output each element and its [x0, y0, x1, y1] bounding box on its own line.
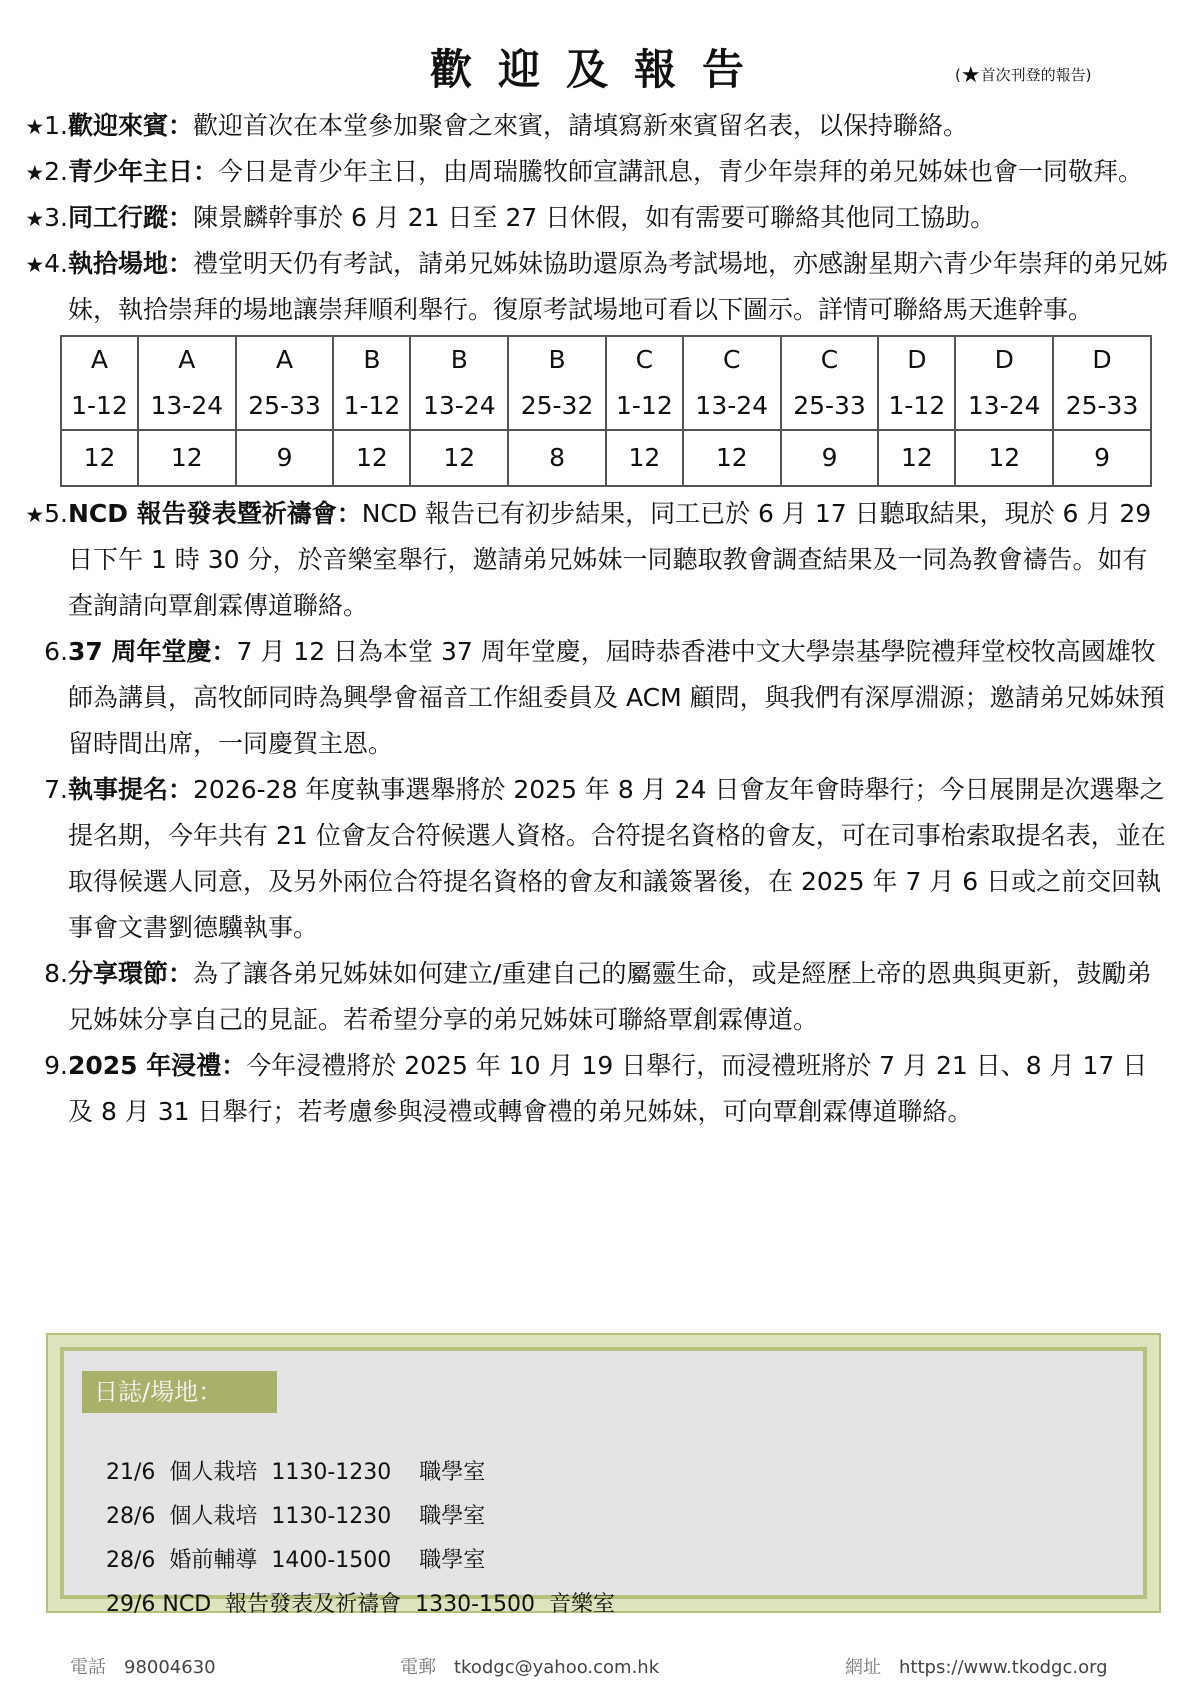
item-number-text: 2.	[44, 157, 68, 186]
seat-range: 1-12	[343, 391, 401, 420]
seat-table-header-cell	[683, 336, 781, 430]
seat-table-header-cell	[1053, 336, 1151, 430]
item-number	[14, 1043, 68, 1090]
item-text: 陳景麟幹事於 6 月 21 日至 27 日休假，如有需要可聯絡其他同工協助。	[193, 203, 996, 232]
footer	[0, 1653, 1200, 1683]
seat-table-header-cell	[138, 336, 236, 430]
item-heading: NCD 報告發表暨祈禱會：	[68, 499, 362, 528]
item-heading: 執事提名：	[68, 775, 194, 804]
announcement-item	[0, 629, 1200, 767]
seat-range: 25-33	[793, 391, 866, 420]
item-number-text: 6.	[44, 637, 68, 666]
seat-section: B	[548, 345, 566, 374]
seat-table-header-cell	[781, 336, 879, 430]
item-text: 歡迎首次在本堂參加聚會之來賓，請填寫新來賓留名表，以保持聯絡。	[193, 111, 969, 140]
item-number-text: 4.	[44, 249, 68, 278]
announcement-item	[0, 951, 1200, 1043]
item-heading: 分享環節：	[68, 959, 194, 988]
website-link[interactable]: https://www.tkodgc.org	[899, 1657, 1108, 1678]
seat-section: C	[820, 345, 839, 374]
seat-section: D	[1092, 345, 1112, 374]
schedule-list	[106, 1451, 615, 1627]
seat-table-header-cell	[61, 336, 138, 430]
star-icon: ★	[25, 253, 45, 277]
email-label: 電郵	[400, 1657, 436, 1678]
star-icon: ★	[25, 503, 45, 527]
item-heading: 歡迎來賓：	[68, 111, 194, 140]
footer-email	[400, 1653, 659, 1679]
announcement-item	[0, 241, 1200, 487]
star-icon: ★	[25, 207, 45, 231]
item-number-text: 8.	[44, 959, 68, 988]
seat-table-header-cell	[410, 336, 508, 430]
item-heading: 同工行蹤：	[68, 203, 194, 232]
seat-table	[60, 335, 1152, 487]
seat-count: 9	[781, 430, 879, 486]
seat-range: 25-33	[248, 391, 321, 420]
item-number	[14, 767, 68, 814]
item-number-text: 7.	[44, 775, 68, 804]
item-number	[14, 241, 68, 288]
seat-section: A	[178, 345, 196, 374]
seat-count: 12	[955, 430, 1053, 486]
item-number-text: 1.	[44, 111, 68, 140]
seat-count: 12	[333, 430, 410, 486]
item-number-text: 5.	[44, 499, 68, 528]
schedule-label: 日誌/場地：	[82, 1371, 277, 1413]
footer-website	[845, 1653, 1108, 1679]
item-text: 禮堂明天仍有考試，請弟兄姊妹協助還原為考試場地，亦感謝星期六青少年崇拜的弟兄姊妹，執拾崇拜的場地讓崇拜順利舉行。復原考試場地可看以下圖示。詳情可聯絡馬天進幹事。	[68, 249, 1169, 324]
seat-count: 12	[61, 430, 138, 486]
seat-table-count-row	[61, 430, 1151, 486]
item-text: 今年浸禮將於 2025 年 10 月 19 日舉行，而浸禮班將於 7 月 21 日、8 月 17 日及 8 月 31 日舉行；若考慮參與浸禮或轉會禮的弟兄姊妹，可向覃創霖傳道聯絡。	[68, 1051, 1148, 1126]
announcement-item	[0, 491, 1200, 629]
seat-count: 12	[606, 430, 683, 486]
star-icon: ★	[25, 115, 45, 139]
seat-table-header-cell	[955, 336, 1053, 430]
web-label: 網址	[845, 1657, 881, 1678]
item-heading: 執拾場地：	[68, 249, 194, 278]
schedule-row: 21/6 個人栽培 1130-1230 職學室	[106, 1460, 486, 1485]
announcement-item	[0, 767, 1200, 951]
seat-count: 9	[236, 430, 334, 486]
item-heading: 青少年主日：	[68, 157, 219, 186]
item-number	[14, 195, 68, 242]
seat-range: 13-24	[422, 391, 496, 420]
item-heading: 2025 年浸禮：	[68, 1051, 247, 1080]
item-heading: 37 周年堂慶：	[68, 637, 237, 666]
announcement-item	[0, 103, 1200, 149]
seat-count: 12	[410, 430, 508, 486]
seat-section: A	[276, 345, 294, 374]
seat-section: D	[907, 345, 927, 374]
seat-section: D	[994, 345, 1014, 374]
seat-count: 12	[878, 430, 955, 486]
item-number	[14, 491, 68, 538]
note-text: 首次刊登的報告)	[980, 66, 1092, 84]
item-number	[14, 951, 68, 998]
schedule-panel	[60, 1347, 1147, 1617]
seat-range: 1-12	[888, 391, 946, 420]
footer-phone	[70, 1653, 216, 1679]
seat-table-header-cell	[236, 336, 334, 430]
item-text: 2026-28 年度執事選舉將於 2025 年 8 月 24 日會友年會時舉行；今日展開是次選舉之提名期，今年共有 21 位會友合符候選人資格。合符提名資格的會友，可在司事枱索取提名表，並在取得候選人同意，及另外兩位合符提名資格的會友和議簽署後，在 2025 年 7 月 6 日或之前交回執事會文書劉德驥執事。	[68, 775, 1166, 942]
item-number	[14, 149, 68, 196]
seat-section: C	[723, 345, 741, 374]
seat-count: 8	[508, 430, 606, 486]
schedule-box	[46, 1333, 1161, 1617]
announcement-list	[0, 103, 1200, 1135]
seat-section: B	[363, 345, 381, 374]
schedule-row: 28/6 婚前輔導 1400-1500 職學室	[106, 1548, 486, 1573]
item-text: NCD 報告已有初步結果，同工已於 6 月 17 日聽取結果，現於 6 月 29 日下午 1 時 30 分，於音樂室舉行，邀請弟兄姊妹一同聽取教會調查結果及一同為教會禱告。如有查詢請向覃創霖傳道聯絡。	[68, 499, 1152, 620]
seat-range: 13-24	[695, 391, 769, 420]
schedule-row: 28/6 個人栽培 1130-1230 職學室	[106, 1504, 486, 1529]
seat-range: 25-33	[1065, 391, 1139, 420]
item-number-text: 9.	[44, 1051, 68, 1080]
seat-range: 1-12	[71, 391, 128, 420]
seat-table-header-cell	[508, 336, 606, 430]
seat-table-header-cell	[878, 336, 955, 430]
page-title: 歡迎及報告	[429, 45, 770, 94]
item-text: 為了讓各弟兄姊妹如何建立/重建自己的屬靈生命，或是經歷上帝的恩典與更新，鼓勵弟兄姊妹分享自己的見証。若希望分享的弟兄姊妹可聯絡覃創霖傳道。	[68, 959, 1152, 1034]
item-text: 今日是青少年主日，由周瑞騰牧師宣講訊息，青少年崇拜的弟兄姊妹也會一同敬拜。	[218, 157, 1144, 186]
announcement-item	[0, 1043, 1200, 1135]
seat-section: A	[90, 345, 109, 374]
seat-range: 13-24	[150, 391, 224, 420]
announcement-item	[0, 195, 1200, 241]
seat-table-header-cell	[606, 336, 683, 430]
star-icon: ★	[960, 63, 981, 88]
seat-count: 12	[138, 430, 236, 486]
seat-range: 25-32	[520, 391, 594, 420]
seat-table-header-cell	[333, 336, 410, 430]
seat-count: 9	[1053, 430, 1151, 486]
schedule-row: 29/6 NCD 報告發表及祈禱會 1330-1500 音樂室	[106, 1592, 616, 1617]
phone-value: 98004630	[124, 1657, 216, 1678]
seat-section: B	[450, 345, 468, 374]
seat-table-header-row	[61, 336, 1151, 430]
item-number	[14, 103, 68, 150]
phone-label: 電話	[70, 1657, 106, 1678]
first-time-note	[955, 64, 1091, 87]
seat-range: 13-24	[967, 391, 1041, 420]
item-text: 7 月 12 日為本堂 37 周年堂慶，屆時恭香港中文大學崇基學院禮拜堂校牧高國雄牧師為講員，高牧師同時為興學會福音工作組委員及 ACM 顧問，與我們有深厚淵源；邀請弟兄姊妹預留時間出席，一同慶賀主恩。	[68, 637, 1165, 758]
seat-count: 12	[683, 430, 781, 486]
email-link[interactable]: tkodgc@yahoo.com.hk	[454, 1657, 660, 1678]
item-number-text: 3.	[44, 203, 68, 232]
star-icon: ★	[25, 161, 45, 185]
announcement-item	[0, 149, 1200, 195]
seat-section: C	[635, 345, 654, 374]
item-number	[14, 629, 68, 676]
seat-range: 1-12	[616, 391, 673, 420]
note-open: (	[955, 66, 961, 84]
